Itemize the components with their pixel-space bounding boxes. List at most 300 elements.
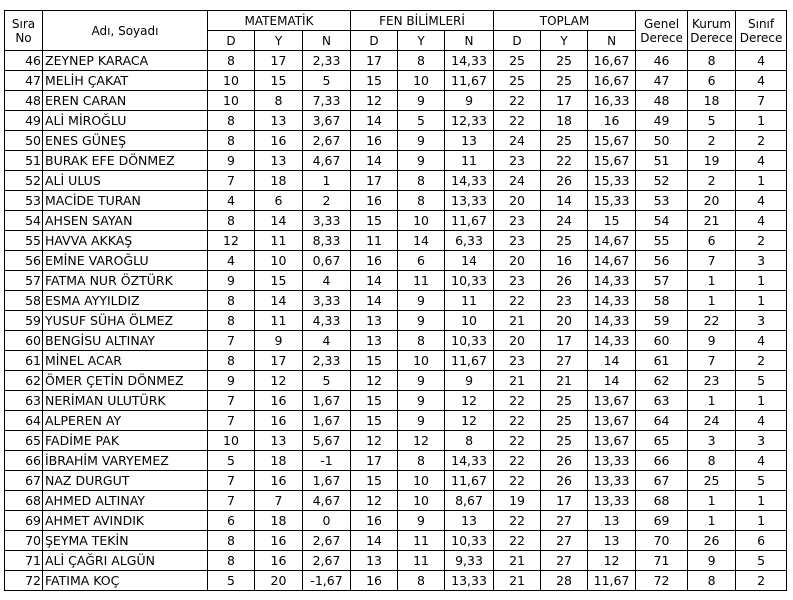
- fen-d-cell: 12: [351, 431, 398, 451]
- table-row: [5, 91, 787, 111]
- genel-derece-cell: 69: [636, 511, 688, 531]
- mat-d-cell: 7: [208, 491, 255, 511]
- kurum-derece-cell: 2: [688, 171, 736, 191]
- sinif-derece-cell: 3: [736, 311, 787, 331]
- table-row: [5, 471, 787, 491]
- sinif-header-line1: Sınıf: [748, 16, 775, 31]
- kurum-derece-cell: 2: [688, 131, 736, 151]
- genel-derece-cell: 50: [636, 131, 688, 151]
- mat-n-cell: 2: [303, 191, 351, 211]
- sira-no-cell: 49: [5, 111, 43, 131]
- fen-n-cell: 11: [445, 151, 494, 171]
- mat-y-cell: 14: [255, 291, 303, 311]
- toplam-n-cell: 13: [588, 511, 636, 531]
- sinif-derece-cell: 5: [736, 371, 787, 391]
- toplam-n-cell: 16,67: [588, 71, 636, 91]
- genel-derece-cell: 46: [636, 51, 688, 71]
- toplam-d-cell: 22: [494, 471, 541, 491]
- results-table: [4, 10, 787, 591]
- toplam-y-cell: 25: [541, 51, 588, 71]
- toplam-y-cell: 26: [541, 271, 588, 291]
- mat-n-cell: 3,67: [303, 111, 351, 131]
- sinif-derece-cell: 4: [736, 411, 787, 431]
- toplam-d-cell: 23: [494, 351, 541, 371]
- sinif-derece-cell: 4: [736, 151, 787, 171]
- fen-d-cell: 14: [351, 291, 398, 311]
- student-name-cell: ÖMER ÇETİN DÖNMEZ: [43, 371, 208, 391]
- toplam-d-cell: 23: [494, 211, 541, 231]
- toplam-d-cell: 21: [494, 371, 541, 391]
- mat-n-cell: -1,67: [303, 571, 351, 591]
- mat-y-cell: 13: [255, 151, 303, 171]
- sinif-derece-cell: 2: [736, 351, 787, 371]
- toplam-y-cell: 26: [541, 451, 588, 471]
- kurum-derece-cell: 7: [688, 351, 736, 371]
- toplam-d-cell: 20: [494, 191, 541, 211]
- toplam-y-header: Y: [541, 31, 588, 51]
- toplam-n-cell: 14: [588, 371, 636, 391]
- toplam-y-cell: 25: [541, 131, 588, 151]
- sinif-derece-cell: 2: [736, 571, 787, 591]
- fen-header: FEN BİLİMLERİ: [351, 11, 494, 31]
- sira-no-cell: 71: [5, 551, 43, 571]
- mat-y-cell: 15: [255, 271, 303, 291]
- toplam-n-cell: 12: [588, 551, 636, 571]
- genel-derece-cell: 47: [636, 71, 688, 91]
- fen-d-cell: 15: [351, 411, 398, 431]
- student-name-cell: ZEYNEP KARACA: [43, 51, 208, 71]
- student-name-cell: FATMA NUR ÖZTÜRK: [43, 271, 208, 291]
- table-row: [5, 371, 787, 391]
- sinif-derece-cell: 4: [736, 51, 787, 71]
- sinif-derece-cell: 1: [736, 491, 787, 511]
- student-name-cell: AHMET AVINDIK: [43, 511, 208, 531]
- genel-derece-cell: 70: [636, 531, 688, 551]
- sinif-derece-cell: 2: [736, 231, 787, 251]
- fen-d-cell: 14: [351, 531, 398, 551]
- mat-d-cell: 7: [208, 411, 255, 431]
- toplam-y-cell: 23: [541, 291, 588, 311]
- sira-header-line2: No: [15, 30, 32, 45]
- toplam-n-cell: 14,33: [588, 311, 636, 331]
- mat-n-cell: 7,33: [303, 91, 351, 111]
- genel-header-line2: Derece: [640, 30, 683, 45]
- mat-n-cell: 4,67: [303, 151, 351, 171]
- sinif-derece-cell: 4: [736, 451, 787, 471]
- fen-n-cell: 14,33: [445, 451, 494, 471]
- table-row: [5, 271, 787, 291]
- sira-no-cell: 72: [5, 571, 43, 591]
- sinif-derece-cell: 6: [736, 531, 787, 551]
- toplam-y-cell: 25: [541, 411, 588, 431]
- sira-no-cell: 66: [5, 451, 43, 471]
- mat-d-cell: 9: [208, 151, 255, 171]
- fen-y-cell: 9: [398, 91, 445, 111]
- toplam-d-cell: 23: [494, 151, 541, 171]
- mat-d-cell: 8: [208, 531, 255, 551]
- genel-derece-cell: 61: [636, 351, 688, 371]
- mat-n-cell: 1: [303, 171, 351, 191]
- toplam-d-cell: 20: [494, 251, 541, 271]
- mat-d-cell: 8: [208, 51, 255, 71]
- kurum-derece-header: [688, 11, 736, 51]
- fen-d-cell: 12: [351, 371, 398, 391]
- sira-no-cell: 54: [5, 211, 43, 231]
- mat-y-cell: 11: [255, 311, 303, 331]
- genel-derece-cell: 68: [636, 491, 688, 511]
- genel-derece-cell: 48: [636, 91, 688, 111]
- sinif-derece-cell: 3: [736, 431, 787, 451]
- mat-d-cell: 4: [208, 251, 255, 271]
- sira-no-cell: 65: [5, 431, 43, 451]
- genel-derece-cell: 58: [636, 291, 688, 311]
- sira-no-cell: 58: [5, 291, 43, 311]
- fen-y-cell: 10: [398, 71, 445, 91]
- mat-y-cell: 10: [255, 251, 303, 271]
- sinif-derece-cell: 4: [736, 211, 787, 231]
- student-name-cell: MİNEL ACAR: [43, 351, 208, 371]
- genel-derece-cell: 65: [636, 431, 688, 451]
- fen-d-cell: 11: [351, 231, 398, 251]
- sira-no-cell: 53: [5, 191, 43, 211]
- sira-no-cell: 46: [5, 51, 43, 71]
- toplam-d-cell: 22: [494, 111, 541, 131]
- mat-y-cell: 7: [255, 491, 303, 511]
- fen-d-cell: 15: [351, 351, 398, 371]
- mat-d-cell: 5: [208, 571, 255, 591]
- toplam-y-cell: 16: [541, 251, 588, 271]
- toplam-n-cell: 13,33: [588, 491, 636, 511]
- kurum-derece-cell: 9: [688, 331, 736, 351]
- fen-n-cell: 14,33: [445, 171, 494, 191]
- fen-n-cell: 9,33: [445, 551, 494, 571]
- mat-d-cell: 8: [208, 291, 255, 311]
- toplam-y-cell: 18: [541, 111, 588, 131]
- mat-y-cell: 13: [255, 431, 303, 451]
- mat-d-cell: 8: [208, 211, 255, 231]
- student-name-cell: ALPEREN AY: [43, 411, 208, 431]
- mat-y-cell: 16: [255, 551, 303, 571]
- student-name-cell: YUSUF SÜHA ÖLMEZ: [43, 311, 208, 331]
- mat-n-cell: 2,33: [303, 351, 351, 371]
- toplam-n-cell: 15,67: [588, 151, 636, 171]
- fen-y-cell: 11: [398, 531, 445, 551]
- toplam-y-cell: 25: [541, 431, 588, 451]
- kurum-derece-cell: 8: [688, 51, 736, 71]
- kurum-derece-cell: 23: [688, 371, 736, 391]
- fen-y-cell: 9: [398, 411, 445, 431]
- mat-y-cell: 15: [255, 71, 303, 91]
- fen-n-cell: 12,33: [445, 111, 494, 131]
- student-name-cell: EMİNE VAROĞLU: [43, 251, 208, 271]
- toplam-d-cell: 23: [494, 231, 541, 251]
- genel-derece-cell: 49: [636, 111, 688, 131]
- toplam-y-cell: 26: [541, 171, 588, 191]
- sinif-derece-cell: 1: [736, 511, 787, 531]
- fen-y-cell: 9: [398, 291, 445, 311]
- table-row: [5, 291, 787, 311]
- fen-n-cell: 9: [445, 371, 494, 391]
- kurum-derece-cell: 1: [688, 391, 736, 411]
- mat-d-cell: 7: [208, 471, 255, 491]
- fen-y-cell: 8: [398, 331, 445, 351]
- sinif-derece-cell: 1: [736, 271, 787, 291]
- mat-n-cell: 0: [303, 511, 351, 531]
- toplam-n-cell: 14,33: [588, 331, 636, 351]
- toplam-n-cell: 14,67: [588, 251, 636, 271]
- student-name-cell: MACİDE TURAN: [43, 191, 208, 211]
- fen-n-header: N: [445, 31, 494, 51]
- table-row: [5, 211, 787, 231]
- kurum-derece-cell: 20: [688, 191, 736, 211]
- mat-y-cell: 14: [255, 211, 303, 231]
- mat-n-cell: 1,67: [303, 471, 351, 491]
- toplam-d-cell: 25: [494, 71, 541, 91]
- mat-d-header: D: [208, 31, 255, 51]
- toplam-n-cell: 16,67: [588, 51, 636, 71]
- fen-y-cell: 8: [398, 51, 445, 71]
- toplam-n-header: N: [588, 31, 636, 51]
- fen-n-cell: 9: [445, 91, 494, 111]
- fen-d-cell: 16: [351, 571, 398, 591]
- fen-n-cell: 11,67: [445, 71, 494, 91]
- fen-y-cell: 10: [398, 351, 445, 371]
- fen-d-cell: 13: [351, 311, 398, 331]
- toplam-y-cell: 21: [541, 371, 588, 391]
- toplam-d-cell: 22: [494, 291, 541, 311]
- genel-header-line1: Genel: [644, 16, 680, 31]
- mat-n-cell: 3,33: [303, 291, 351, 311]
- kurum-derece-cell: 18: [688, 91, 736, 111]
- table-row: [5, 331, 787, 351]
- fen-d-cell: 16: [351, 511, 398, 531]
- kurum-derece-cell: 26: [688, 531, 736, 551]
- sira-no-cell: 62: [5, 371, 43, 391]
- fen-d-cell: 15: [351, 71, 398, 91]
- genel-derece-cell: 57: [636, 271, 688, 291]
- fen-d-cell: 15: [351, 471, 398, 491]
- fen-y-cell: 9: [398, 511, 445, 531]
- name-header: Adı, Soyadı: [43, 11, 208, 51]
- sinif-derece-cell: 4: [736, 71, 787, 91]
- table-row: [5, 111, 787, 131]
- kurum-derece-cell: 5: [688, 111, 736, 131]
- mat-y-cell: 8: [255, 91, 303, 111]
- genel-derece-cell: 62: [636, 371, 688, 391]
- kurum-derece-cell: 1: [688, 271, 736, 291]
- sira-no-cell: 59: [5, 311, 43, 331]
- table-row: [5, 451, 787, 471]
- toplam-y-cell: 27: [541, 531, 588, 551]
- fen-n-cell: 13: [445, 131, 494, 151]
- mat-y-cell: 16: [255, 411, 303, 431]
- kurum-derece-cell: 9: [688, 551, 736, 571]
- fen-n-cell: 8,67: [445, 491, 494, 511]
- student-name-cell: NAZ DURGUT: [43, 471, 208, 491]
- genel-derece-cell: 52: [636, 171, 688, 191]
- sinif-derece-cell: 1: [736, 171, 787, 191]
- toplam-y-cell: 24: [541, 211, 588, 231]
- mat-n-cell: 2,67: [303, 131, 351, 151]
- kurum-header-line2: Derece: [690, 30, 733, 45]
- fen-n-cell: 12: [445, 411, 494, 431]
- table-body: [5, 51, 787, 591]
- mat-n-cell: 4: [303, 331, 351, 351]
- fen-d-cell: 15: [351, 211, 398, 231]
- student-name-cell: NERİMAN ULUTÜRK: [43, 391, 208, 411]
- fen-n-cell: 10,33: [445, 271, 494, 291]
- toplam-n-cell: 13,67: [588, 411, 636, 431]
- toplam-n-cell: 13,33: [588, 471, 636, 491]
- toplam-n-cell: 14,33: [588, 271, 636, 291]
- mat-y-cell: 16: [255, 391, 303, 411]
- student-name-cell: AHMED ALTINAY: [43, 491, 208, 511]
- mat-d-cell: 7: [208, 391, 255, 411]
- toplam-y-cell: 28: [541, 571, 588, 591]
- fen-n-cell: 11,67: [445, 211, 494, 231]
- fen-y-cell: 9: [398, 371, 445, 391]
- kurum-derece-cell: 24: [688, 411, 736, 431]
- fen-d-header: D: [351, 31, 398, 51]
- toplam-n-cell: 13,67: [588, 391, 636, 411]
- student-name-cell: FADİME PAK: [43, 431, 208, 451]
- mat-y-cell: 11: [255, 231, 303, 251]
- mat-n-cell: 4,33: [303, 311, 351, 331]
- toplam-d-cell: 24: [494, 171, 541, 191]
- fen-y-cell: 10: [398, 491, 445, 511]
- genel-derece-cell: 64: [636, 411, 688, 431]
- table-row: [5, 491, 787, 511]
- toplam-y-cell: 25: [541, 391, 588, 411]
- fen-n-cell: 13: [445, 511, 494, 531]
- fen-n-cell: 11: [445, 291, 494, 311]
- student-name-cell: ESMA AYYILDIZ: [43, 291, 208, 311]
- fen-d-cell: 13: [351, 551, 398, 571]
- sinif-derece-cell: 4: [736, 331, 787, 351]
- kurum-derece-cell: 1: [688, 291, 736, 311]
- sira-no-cell: 61: [5, 351, 43, 371]
- toplam-header: TOPLAM: [494, 11, 636, 31]
- sinif-derece-cell: 5: [736, 551, 787, 571]
- fen-n-cell: 11,67: [445, 351, 494, 371]
- fen-d-cell: 17: [351, 171, 398, 191]
- student-name-cell: ALİ ÇAĞRI ALGÜN: [43, 551, 208, 571]
- toplam-d-cell: 21: [494, 551, 541, 571]
- mat-d-cell: 9: [208, 271, 255, 291]
- mat-y-cell: 16: [255, 471, 303, 491]
- fen-y-cell: 9: [398, 391, 445, 411]
- toplam-y-cell: 27: [541, 351, 588, 371]
- student-name-cell: BENGİSU ALTINAY: [43, 331, 208, 351]
- toplam-y-cell: 27: [541, 511, 588, 531]
- table-row: [5, 171, 787, 191]
- student-name-cell: EREN CARAN: [43, 91, 208, 111]
- toplam-n-cell: 13,67: [588, 431, 636, 451]
- mat-d-cell: 4: [208, 191, 255, 211]
- toplam-y-cell: 26: [541, 471, 588, 491]
- fen-y-cell: 6: [398, 251, 445, 271]
- kurum-derece-cell: 19: [688, 151, 736, 171]
- mat-n-cell: 5: [303, 371, 351, 391]
- mat-n-cell: 2,33: [303, 51, 351, 71]
- mat-n-cell: 4: [303, 271, 351, 291]
- kurum-derece-cell: 25: [688, 471, 736, 491]
- table-row: [5, 231, 787, 251]
- toplam-d-cell: 19: [494, 491, 541, 511]
- mat-d-cell: 5: [208, 451, 255, 471]
- mat-d-cell: 7: [208, 171, 255, 191]
- toplam-n-cell: 11,67: [588, 571, 636, 591]
- fen-n-cell: 11,67: [445, 471, 494, 491]
- toplam-y-cell: 25: [541, 231, 588, 251]
- fen-d-cell: 14: [351, 151, 398, 171]
- sinif-derece-cell: 3: [736, 251, 787, 271]
- toplam-y-cell: 20: [541, 311, 588, 331]
- fen-y-cell: 14: [398, 231, 445, 251]
- genel-derece-cell: 60: [636, 331, 688, 351]
- sira-no-cell: 67: [5, 471, 43, 491]
- kurum-derece-cell: 1: [688, 491, 736, 511]
- mat-d-cell: 10: [208, 431, 255, 451]
- toplam-n-cell: 14: [588, 351, 636, 371]
- toplam-n-cell: 15,33: [588, 191, 636, 211]
- fen-d-cell: 14: [351, 111, 398, 131]
- sinif-derece-cell: 1: [736, 291, 787, 311]
- mat-d-cell: 12: [208, 231, 255, 251]
- table-header: [5, 11, 787, 51]
- kurum-header-line1: Kurum: [692, 16, 732, 31]
- toplam-y-cell: 17: [541, 91, 588, 111]
- fen-n-cell: 8: [445, 431, 494, 451]
- mat-d-cell: 8: [208, 351, 255, 371]
- table-row: [5, 131, 787, 151]
- toplam-y-cell: 25: [541, 71, 588, 91]
- sinif-derece-cell: 2: [736, 131, 787, 151]
- mat-y-cell: 17: [255, 351, 303, 371]
- mat-n-cell: 2,67: [303, 531, 351, 551]
- sinif-derece-cell: 1: [736, 111, 787, 131]
- toplam-d-cell: 25: [494, 51, 541, 71]
- mat-d-cell: 7: [208, 331, 255, 351]
- genel-derece-header: [636, 11, 688, 51]
- table-row: [5, 191, 787, 211]
- kurum-derece-cell: 6: [688, 231, 736, 251]
- genel-derece-cell: 53: [636, 191, 688, 211]
- fen-d-cell: 17: [351, 451, 398, 471]
- table-row: [5, 411, 787, 431]
- toplam-y-cell: 17: [541, 491, 588, 511]
- table-row: [5, 71, 787, 91]
- genel-derece-cell: 66: [636, 451, 688, 471]
- toplam-n-cell: 15,33: [588, 171, 636, 191]
- fen-d-cell: 14: [351, 271, 398, 291]
- mat-y-cell: 18: [255, 511, 303, 531]
- sira-no-cell: 50: [5, 131, 43, 151]
- mat-n-cell: 2,67: [303, 551, 351, 571]
- toplam-n-cell: 13: [588, 531, 636, 551]
- table-row: [5, 311, 787, 331]
- sinif-derece-cell: 4: [736, 191, 787, 211]
- mat-d-cell: 6: [208, 511, 255, 531]
- student-name-cell: BURAK EFE DÖNMEZ: [43, 151, 208, 171]
- toplam-d-cell: 22: [494, 511, 541, 531]
- mat-n-cell: -1: [303, 451, 351, 471]
- fen-n-cell: 13,33: [445, 571, 494, 591]
- sinif-header-line2: Derece: [739, 30, 783, 45]
- fen-n-cell: 13,33: [445, 191, 494, 211]
- sira-no-cell: 70: [5, 531, 43, 551]
- mat-d-cell: 8: [208, 131, 255, 151]
